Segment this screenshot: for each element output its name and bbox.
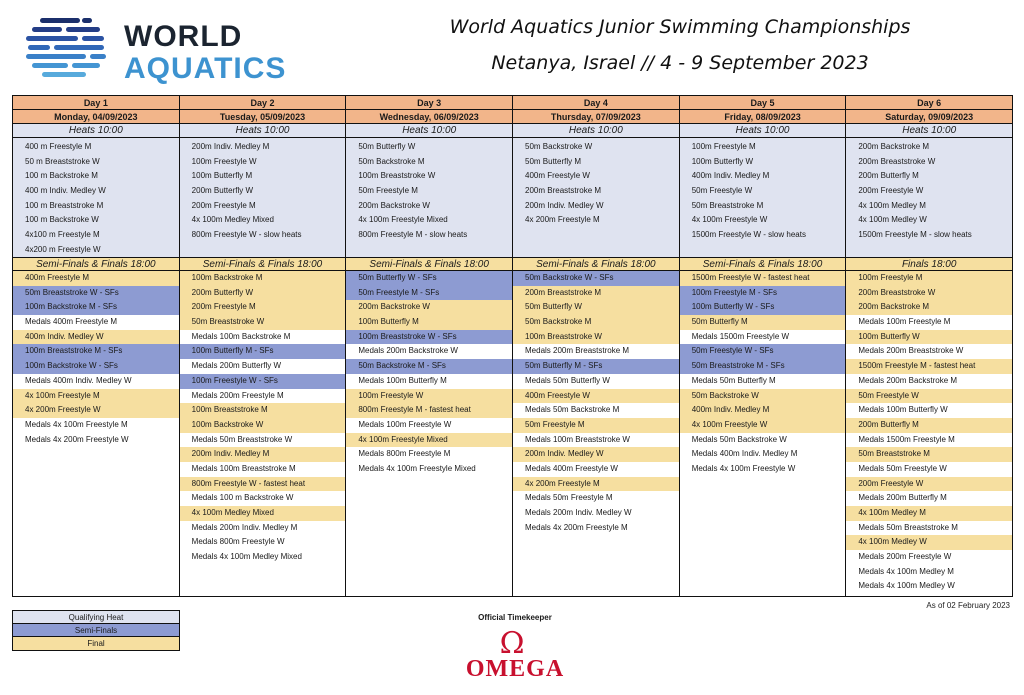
medal-ceremony: Medals 400m Indiv. Medley M <box>680 447 846 462</box>
day-column-6 <box>846 96 1012 596</box>
final-event: 50m Butterfly M <box>680 315 846 330</box>
day-column-2 <box>180 96 347 596</box>
day-date: Tuesday, 05/09/2023 <box>180 110 346 124</box>
day-date: Saturday, 09/09/2023 <box>846 110 1012 124</box>
medal-ceremony: Medals 200m Backstroke M <box>846 374 1012 389</box>
semi-final-event: 50m Backstroke W - SFs <box>513 271 679 286</box>
final-event: 200m Indiv. Medley W <box>513 447 679 462</box>
heat-event: 100 m Backstroke M <box>25 171 98 181</box>
medal-ceremony: Medals 100 m Backstroke W <box>180 491 346 506</box>
logo-word-world: WORLD <box>124 20 243 53</box>
medal-ceremony: Medals 100m Backstroke M <box>180 330 346 345</box>
final-event: 100m Backstroke W <box>180 418 346 433</box>
final-event: 100m Freestyle M <box>846 271 1012 286</box>
finals-session-header: Finals 18:00 <box>846 257 1012 271</box>
title-block <box>360 16 1000 74</box>
final-event: 1500m Freestyle M - fastest heat <box>846 359 1012 374</box>
heat-event: 4x 100m Medley M <box>858 200 926 210</box>
medal-ceremony: Medals 400m Freestyle W <box>513 462 679 477</box>
medal-ceremony: Medals 100m Breaststroke M <box>180 462 346 477</box>
heats-session-header: Heats 10:00 <box>13 124 179 138</box>
official-timekeeper-label: Official Timekeeper <box>478 613 552 622</box>
day-label: Day 4 <box>513 96 679 110</box>
medal-ceremony: Medals 4x 100m Medley W <box>846 579 1012 594</box>
medal-ceremony: Medals 50m Backstroke M <box>513 403 679 418</box>
semi-final-event: 100m Freestyle M - SFs <box>680 286 846 301</box>
medal-ceremony: Medals 4x 100m Freestyle M <box>13 418 179 433</box>
day-column-4 <box>513 96 680 596</box>
medal-ceremony: Medals 200m Freestyle M <box>180 389 346 404</box>
medal-ceremony: Medals 200m Backstroke W <box>346 344 512 359</box>
heat-event: 200m Butterfly M <box>858 171 919 181</box>
day-label: Day 3 <box>346 96 512 110</box>
legend-final: Final <box>13 637 179 650</box>
medal-ceremony: Medals 100m Butterfly M <box>346 374 512 389</box>
heat-event: 50m Butterfly W <box>358 142 416 151</box>
medal-ceremony: Medals 4x 100m Freestyle W <box>680 462 846 477</box>
day-label: Day 2 <box>180 96 346 110</box>
medal-ceremony: Medals 100m Butterfly W <box>846 403 1012 418</box>
final-event: 400m Freestyle W <box>513 389 679 404</box>
final-event: 100m Breaststroke M <box>180 403 346 418</box>
heat-event: 50 m Breaststroke W <box>25 156 100 166</box>
day-label: Day 6 <box>846 96 1012 110</box>
semi-final-event: 100m Butterfly M - SFs <box>180 344 346 359</box>
final-event: 100m Backstroke M <box>180 271 346 286</box>
omega-logo-icon <box>495 626 529 656</box>
heat-event: 100 m Backstroke W <box>25 215 99 225</box>
final-event: 200m Breaststroke M <box>513 286 679 301</box>
logo-word-aquatics: AQUATICS <box>124 52 287 85</box>
heats-list <box>680 138 846 257</box>
heat-event: 50m Backstroke W <box>525 142 593 151</box>
page-subtitle: Netanya, Israel // 4 - 9 September 2023 <box>491 52 869 74</box>
final-event: 400m Freestyle M <box>13 271 179 286</box>
heats-list <box>513 138 679 257</box>
final-event: 50m Butterfly W <box>513 300 679 315</box>
final-event: 200m Butterfly M <box>846 418 1012 433</box>
final-event: 4x 200m Freestyle M <box>513 477 679 492</box>
medal-ceremony: Medals 1500m Freestyle W <box>680 330 846 345</box>
final-event: 4x 100m Medley W <box>846 535 1012 550</box>
semi-final-event: 50m Freestyle W - SFs <box>680 344 846 359</box>
medal-ceremony: Medals 800m Freestyle M <box>346 447 512 462</box>
as-of-date: As of 02 February 2023 <box>926 601 1010 610</box>
semi-final-event: 100m Backstroke W - SFs <box>13 359 179 374</box>
heat-event: 800m Freestyle W - slow heats <box>191 230 302 240</box>
finals-session-header: Semi-Finals & Finals 18:00 <box>180 257 346 271</box>
day-label: Day 1 <box>13 96 179 110</box>
final-event: 50m Backstroke M <box>513 315 679 330</box>
medal-ceremony: Medals 50m Butterfly W <box>513 374 679 389</box>
final-event: 50m Freestyle W <box>846 389 1012 404</box>
finals-list <box>180 271 346 596</box>
semi-final-event: 50m Freestyle M - SFs <box>346 286 512 301</box>
medal-ceremony: Medals 50m Freestyle M <box>513 491 679 506</box>
medal-ceremony: Medals 4x 100m Medley Mixed <box>180 550 346 565</box>
heat-event: 400m Indiv. Medley M <box>691 171 770 181</box>
heats-list <box>346 138 512 257</box>
final-event: 50m Breaststroke W <box>180 315 346 330</box>
final-event: 100m Butterfly W <box>846 330 1012 345</box>
heat-event: 4x100 m Freestyle M <box>25 230 100 240</box>
final-event: 4x 100m Medley M <box>846 506 1012 521</box>
semi-final-event: 100m Breaststroke M - SFs <box>13 344 179 359</box>
final-event: 100m Freestyle W <box>346 389 512 404</box>
medal-ceremony: Medals 800m Freestyle W <box>180 535 346 550</box>
final-event: 200m Freestyle W <box>846 477 1012 492</box>
finals-list <box>846 271 1012 596</box>
heat-event: 100m Breaststroke W <box>358 171 436 181</box>
heat-event: 4x 100m Medley W <box>858 215 927 225</box>
semi-final-event: 50m Breaststroke W - SFs <box>13 286 179 301</box>
heat-event: 100m Freestyle W <box>191 156 257 166</box>
medal-ceremony: Medals 50m Backstroke W <box>680 433 846 448</box>
finals-session-header: Semi-Finals & Finals 18:00 <box>680 257 846 271</box>
finals-list <box>680 271 846 596</box>
heat-event: 4x200 m Freestyle W <box>25 244 101 254</box>
medal-ceremony: Medals 200m Indiv. Medley M <box>180 521 346 536</box>
finals-session-header: Semi-Finals & Finals 18:00 <box>513 257 679 271</box>
heat-event: 200m Indiv. Medley W <box>525 200 604 210</box>
day-date: Monday, 04/09/2023 <box>13 110 179 124</box>
final-event: 4x 100m Freestyle M <box>13 389 179 404</box>
semi-final-event: 50m Butterfly M - SFs <box>513 359 679 374</box>
legend-qualifying-heat: Qualifying Heat <box>13 611 179 624</box>
semi-final-event: 100m Breaststroke W - SFs <box>346 330 512 345</box>
final-event: 4x 100m Medley Mixed <box>180 506 346 521</box>
final-event: 4x 200m Freestyle W <box>13 403 179 418</box>
medal-ceremony: Medals 200m Freestyle W <box>846 550 1012 565</box>
heat-event: 4x 100m Medley Mixed <box>191 215 274 225</box>
final-event: 800m Freestyle W - fastest heat <box>180 477 346 492</box>
medal-ceremony: Medals 100m Freestyle W <box>346 418 512 433</box>
day-column-5 <box>680 96 847 596</box>
heats-session-header: Heats 10:00 <box>513 124 679 138</box>
final-event: 400m Indiv. Medley M <box>680 403 846 418</box>
world-aquatics-wave-icon <box>26 18 108 80</box>
heat-event: 100 m Breaststroke M <box>25 200 104 210</box>
schedule-grid <box>12 95 1013 597</box>
heat-event: 200m Butterfly W <box>191 186 254 196</box>
heat-event: 200m Indiv. Medley M <box>191 142 270 151</box>
semi-final-event: 100m Backstroke M - SFs <box>13 300 179 315</box>
heat-event: 200m Breaststroke M <box>525 186 602 196</box>
heat-event: 50m Butterfly M <box>525 156 582 166</box>
heats-list <box>846 138 1012 257</box>
final-event: 800m Freestyle M - fastest heat <box>346 403 512 418</box>
medal-ceremony: Medals 50m Breaststroke M <box>846 521 1012 536</box>
heat-event: 100m Butterfly W <box>691 156 754 166</box>
heat-event: 50m Backstroke M <box>358 156 425 166</box>
heat-event: 400 m Indiv. Medley W <box>25 186 106 196</box>
svg-text:Ω: Ω <box>499 626 525 656</box>
heat-event: 50m Freestyle M <box>358 186 418 196</box>
omega-logo-word: OMEGA <box>465 656 565 682</box>
day-label: Day 5 <box>680 96 846 110</box>
world-aquatics-logo <box>26 16 326 86</box>
semi-final-event: 100m Butterfly W - SFs <box>680 300 846 315</box>
heat-event: 50m Freestyle W <box>691 186 753 196</box>
final-event: 4x 100m Freestyle W <box>680 418 846 433</box>
semi-final-event: 50m Butterfly W - SFs <box>346 271 512 286</box>
medal-ceremony: Medals 4x 100m Medley M <box>846 565 1012 580</box>
heat-event: 400m Freestyle W <box>525 171 590 181</box>
final-event: 1500m Freestyle W - fastest heat <box>680 271 846 286</box>
medal-ceremony: Medals 400m Freestyle M <box>13 315 179 330</box>
heats-session-header: Heats 10:00 <box>846 124 1012 138</box>
heat-event: 4x 200m Freestyle M <box>525 215 600 225</box>
finals-list <box>13 271 179 596</box>
day-date: Friday, 08/09/2023 <box>680 110 846 124</box>
medal-ceremony: Medals 50m Breaststroke W <box>180 433 346 448</box>
day-date: Thursday, 07/09/2023 <box>513 110 679 124</box>
day-column-1 <box>13 96 180 596</box>
medal-ceremony: Medals 100m Freestyle M <box>846 315 1012 330</box>
semi-final-event: 50m Breaststroke M - SFs <box>680 359 846 374</box>
heat-event: 1500m Freestyle M - slow heats <box>858 230 972 240</box>
final-event: 50m Breaststroke M <box>846 447 1012 462</box>
heats-list <box>180 138 346 257</box>
medal-ceremony: Medals 100m Breaststroke W <box>513 433 679 448</box>
heat-event: 100m Butterfly M <box>191 171 253 181</box>
heat-event: 400 m Freestyle M <box>25 142 92 151</box>
heat-event: 800m Freestyle M - slow heats <box>358 230 468 240</box>
final-event: 200m Butterfly W <box>180 286 346 301</box>
medal-ceremony: Medals 400m Indiv. Medley W <box>13 374 179 389</box>
medal-ceremony: Medals 50m Freestyle W <box>846 462 1012 477</box>
finals-list <box>513 271 679 596</box>
final-event: 100m Butterfly M <box>346 315 512 330</box>
medal-ceremony: Medals 4x 200m Freestyle W <box>13 433 179 448</box>
final-event: 200m Breaststroke W <box>846 286 1012 301</box>
legend <box>12 610 180 651</box>
heats-session-header: Heats 10:00 <box>346 124 512 138</box>
final-event: 400m Indiv. Medley W <box>13 330 179 345</box>
final-event: 4x 100m Freestyle Mixed <box>346 433 512 448</box>
heat-event: 100m Freestyle M <box>691 142 756 151</box>
semi-final-event: 50m Backstroke M - SFs <box>346 359 512 374</box>
finals-list <box>346 271 512 596</box>
heats-session-header: Heats 10:00 <box>180 124 346 138</box>
heats-session-header: Heats 10:00 <box>680 124 846 138</box>
final-event: 200m Freestyle M <box>180 300 346 315</box>
day-date: Wednesday, 06/09/2023 <box>346 110 512 124</box>
day-column-3 <box>346 96 513 596</box>
semi-final-event: 100m Freestyle W - SFs <box>180 374 346 389</box>
heat-event: 1500m Freestyle W - slow heats <box>691 230 806 240</box>
heat-event: 200m Backstroke W <box>358 200 430 210</box>
heat-event: 50m Breaststroke M <box>691 200 764 210</box>
medal-ceremony: Medals 1500m Freestyle M <box>846 433 1012 448</box>
medal-ceremony: Medals 4x 100m Freestyle Mixed <box>346 462 512 477</box>
medal-ceremony: Medals 50m Butterfly M <box>680 374 846 389</box>
heat-event: 4x 100m Freestyle Mixed <box>358 215 448 225</box>
page-title: World Aquatics Junior Swimming Championships <box>449 16 911 38</box>
medal-ceremony: Medals 4x 200m Freestyle M <box>513 521 679 536</box>
final-event: 100m Breaststroke W <box>513 330 679 345</box>
heat-event: 4x 100m Freestyle W <box>691 215 768 225</box>
finals-session-header: Semi-Finals & Finals 18:00 <box>346 257 512 271</box>
final-event: 50m Freestyle M <box>513 418 679 433</box>
medal-ceremony: Medals 200m Butterfly W <box>180 359 346 374</box>
heat-event: 200m Freestyle W <box>858 186 924 196</box>
final-event: 200m Backstroke W <box>346 300 512 315</box>
heat-event: 200m Breaststroke W <box>858 156 936 166</box>
medal-ceremony: Medals 200m Breaststroke M <box>513 344 679 359</box>
final-event: 200m Backstroke M <box>846 300 1012 315</box>
final-event: 200m Indiv. Medley M <box>180 447 346 462</box>
heat-event: 200m Freestyle M <box>191 200 256 210</box>
legend-semi-finals: Semi-Finals <box>13 624 179 637</box>
heats-list <box>13 138 179 257</box>
medal-ceremony: Medals 200m Indiv. Medley W <box>513 506 679 521</box>
final-event: 50m Backstroke W <box>680 389 846 404</box>
medal-ceremony: Medals 200m Butterfly M <box>846 491 1012 506</box>
heat-event: 200m Backstroke M <box>858 142 930 151</box>
finals-session-header: Semi-Finals & Finals 18:00 <box>13 257 179 271</box>
medal-ceremony: Medals 200m Breaststroke W <box>846 344 1012 359</box>
